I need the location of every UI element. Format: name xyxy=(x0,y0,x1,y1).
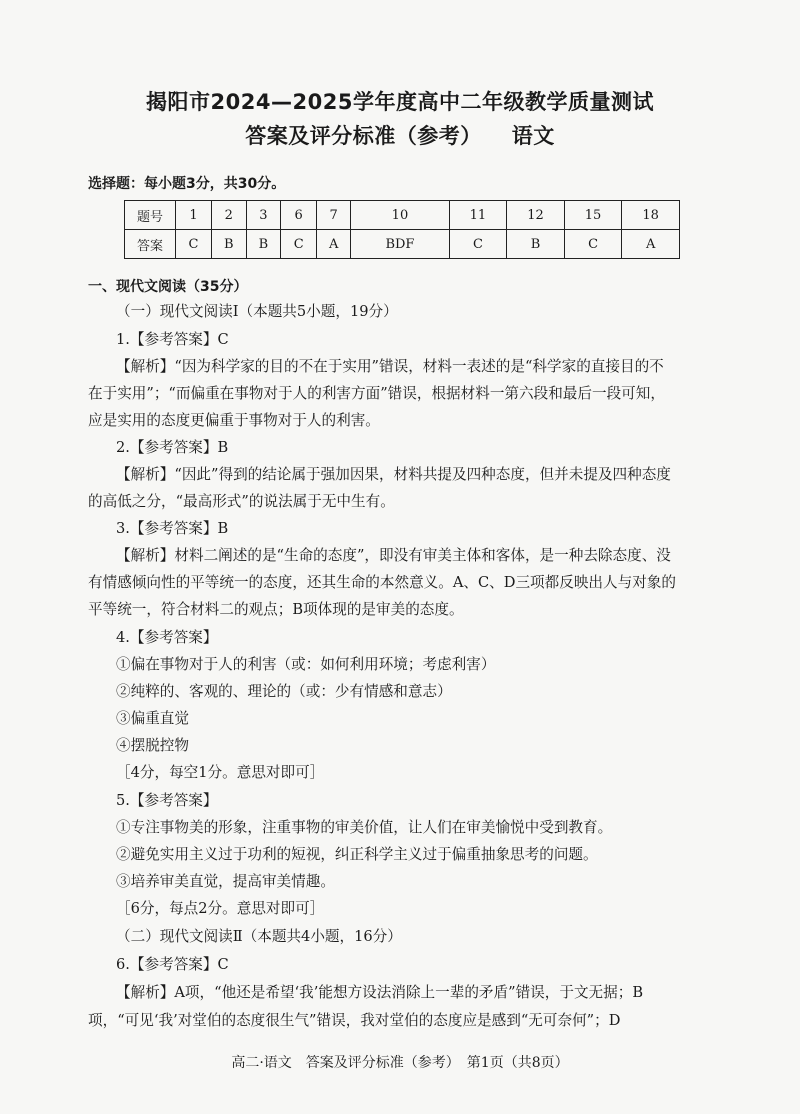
question-number: 15 xyxy=(564,201,622,230)
answer-cell: C xyxy=(449,230,507,259)
question-number: 3 xyxy=(246,201,281,230)
answer-cell: B xyxy=(507,230,565,259)
answer-cell: C xyxy=(281,230,317,259)
answer-cell: C xyxy=(176,230,212,259)
answer-item: ④摆脱控物 xyxy=(116,737,189,754)
answer-item: ③培养审美直觉，提高审美情趣。 xyxy=(116,873,335,890)
answer-item: ②纯粹的、客观的、理论的（或：少有情感和意志） xyxy=(116,683,452,700)
explanation-line: 应是实用的态度更偏重于事物对于人的利害。 xyxy=(88,412,380,429)
explanation-line: 【解析】A项，“他还是希望‘我’能想方设法消除上一辈的矛盾”错误，于文无据；B xyxy=(116,984,644,1001)
subsection-heading: （二）现代文阅读Ⅱ（本题共4小题，16分） xyxy=(116,928,402,945)
explanation-line: 项，“可见‘我’对堂伯的态度很生气”错误，我对堂伯的态度应是感到“无可奈何”；D xyxy=(88,1012,621,1029)
question-number: 10 xyxy=(351,201,449,230)
answer-line: 3.【参考答案】B xyxy=(116,520,229,537)
subtitle-subject: 语文 xyxy=(511,124,555,148)
answer-item: ①专注事物美的形象，注重事物的审美价值，让人们在审美愉悦中受到教育。 xyxy=(116,819,613,836)
question-number: 7 xyxy=(317,201,351,230)
document-title: 揭阳市2024—2025学年度高中二年级教学质量测试 xyxy=(146,90,654,114)
explanation-line: 在于实用”；“而偏重在事物对于人的利害方面”错误，根据材料一第六段和最后一段可知， xyxy=(88,385,665,402)
explanation-line: 有情感倾向性的平等统一的态度，还其生命的本然意义。A、C、D三项都反映出人与对象的 xyxy=(88,574,676,591)
answer-item: ③偏重直觉 xyxy=(116,710,189,727)
selection-heading: 选择题：每小题3分，共30分。 xyxy=(88,176,286,192)
question-number: 11 xyxy=(449,201,507,230)
answer-cell: BDF xyxy=(351,230,449,259)
explanation-line: 的高低之分，“最高形式”的说法属于无中生有。 xyxy=(88,493,395,510)
explanation-line: 【解析】“因为科学家的目的不在于实用”错误，材料一表述的是“科学家的直接目的不 xyxy=(116,358,664,375)
answer-line: 6.【参考答案】C xyxy=(116,956,229,973)
answer-line: 1.【参考答案】C xyxy=(116,331,229,348)
question-number: 12 xyxy=(507,201,565,230)
answer-table xyxy=(124,200,680,259)
answer-cell: B xyxy=(246,230,281,259)
question-number-row xyxy=(125,201,680,230)
page-footer: 高二·语文 答案及评分标准（参考） 第1页（共8页） xyxy=(231,1055,569,1071)
question-row-label: 题号 xyxy=(125,201,176,230)
answer-item: ②避免实用主义过于功利的短视，纠正科学主义过于偏重抽象思考的问题。 xyxy=(116,846,598,863)
answer-cell: A xyxy=(622,230,680,259)
answer-line: 5.【参考答案】 xyxy=(116,792,218,809)
question-number: 2 xyxy=(211,201,246,230)
document-subtitle xyxy=(0,120,800,150)
answer-cell: B xyxy=(211,230,246,259)
subtitle-answer-key: 答案及评分标准（参考） xyxy=(245,124,482,148)
explanation-line: 【解析】“因此”得到的结论属于强加因果，材料共提及四种态度，但并未提及四种态度 xyxy=(116,466,671,483)
answer-cell: C xyxy=(564,230,622,259)
explanation-line: 平等统一，符合材料二的观点；B项体现的是审美的态度。 xyxy=(88,601,464,618)
question-number: 18 xyxy=(622,201,680,230)
question-number: 1 xyxy=(176,201,212,230)
answer-cell: A xyxy=(317,230,351,259)
question-number: 6 xyxy=(281,201,317,230)
answer-line: 4.【参考答案】 xyxy=(116,629,218,646)
answer-row xyxy=(125,230,680,259)
answer-item: ①偏在事物对于人的利害（或：如何利用环境；考虑利害） xyxy=(116,656,496,673)
scoring-note: ［4分，每空1分。意思对即可］ xyxy=(116,764,325,781)
section-heading: 一、现代文阅读（35分） xyxy=(88,279,248,295)
answer-row-label: 答案 xyxy=(125,230,176,259)
explanation-line: 【解析】材料二阐述的是“生命的态度”，即没有审美主体和客体，是一种去除态度、没 xyxy=(116,547,671,564)
scoring-note: ［6分，每点2分。意思对即可］ xyxy=(116,900,325,917)
subsection-heading: （一）现代文阅读Ⅰ（本题共5小题，19分） xyxy=(116,303,398,320)
answer-line: 2.【参考答案】B xyxy=(116,439,229,456)
